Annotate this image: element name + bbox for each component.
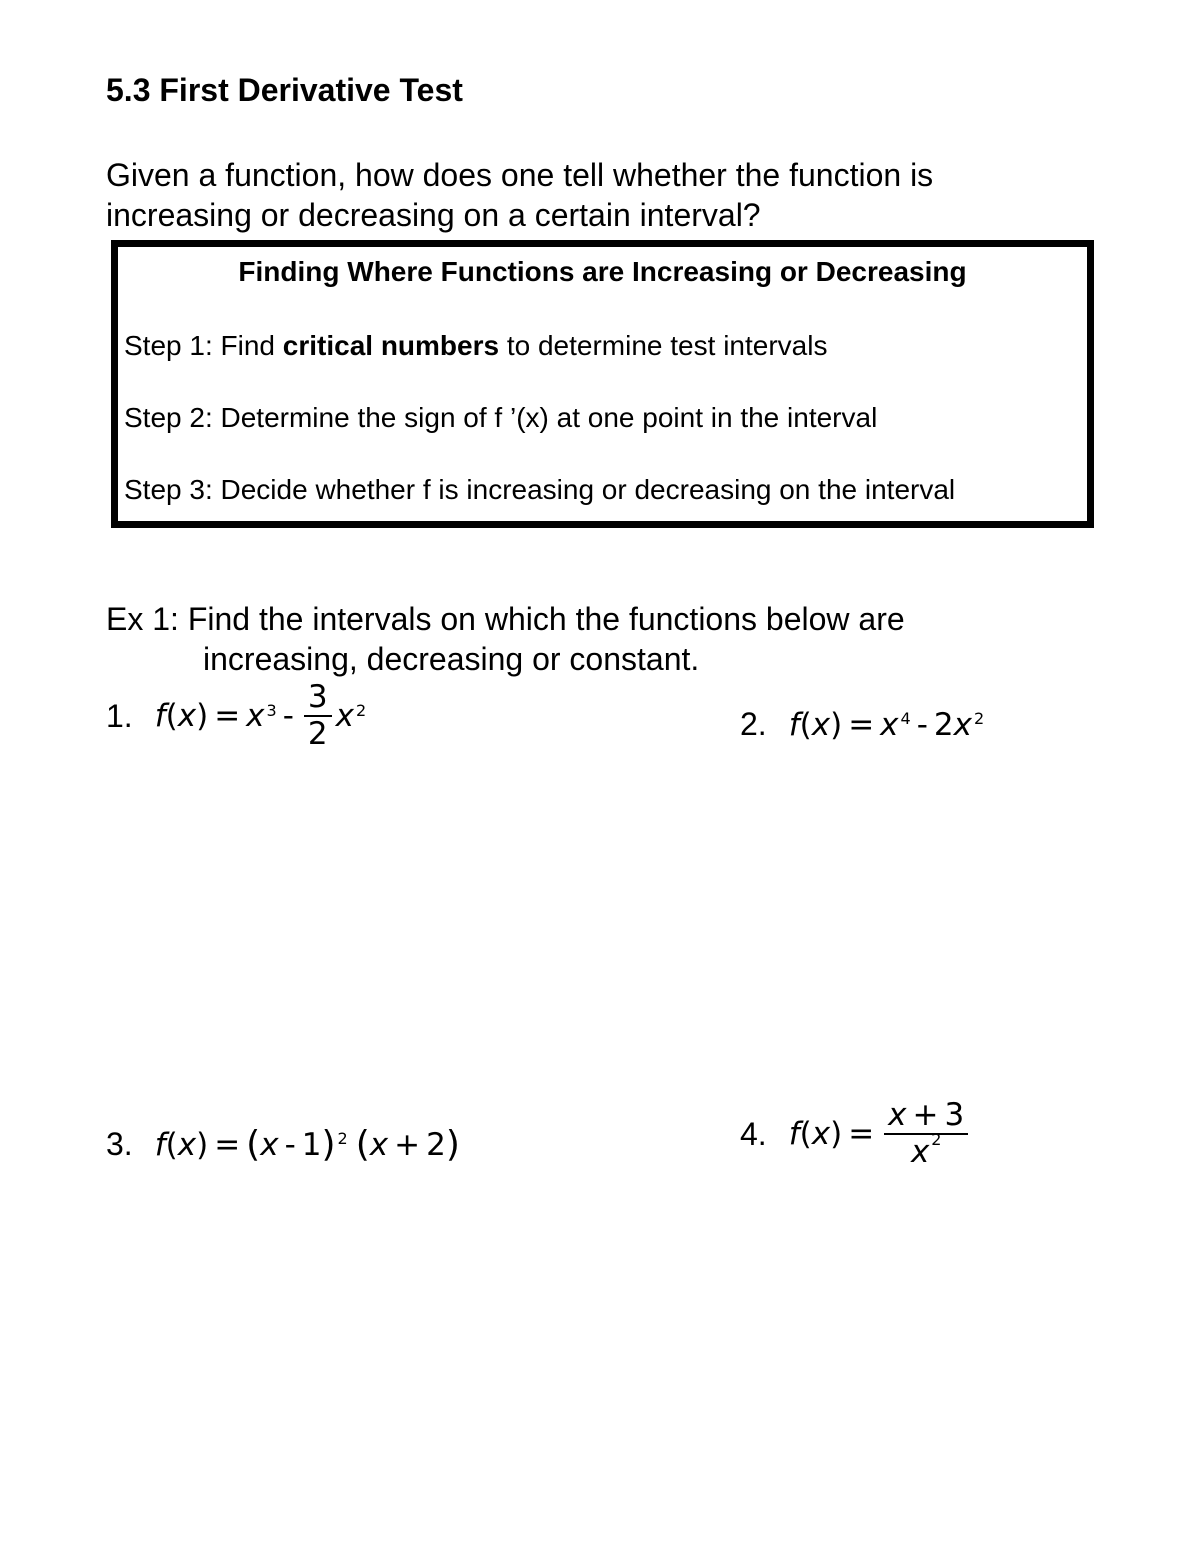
exponent: 2 xyxy=(974,709,985,728)
example-line-1: Ex 1: Find the intervals on which the functions below are xyxy=(106,601,905,637)
procedure-title: Finding Where Functions are Increasing or Decreasing xyxy=(238,256,967,287)
problem-1-equation: f ( x ) = x $^3$ - $\frac{3}{2}$ x $^2$ xyxy=(154,679,367,752)
constant: 1 xyxy=(301,1126,322,1163)
denominator: 2 xyxy=(307,716,328,752)
problem-1 xyxy=(106,679,367,752)
x-symbol: x xyxy=(177,698,197,734)
constant: 3 xyxy=(944,1097,965,1133)
exponent: 4 xyxy=(900,709,911,728)
close-paren: ) xyxy=(321,1124,336,1165)
equals-sign: = xyxy=(214,1126,241,1163)
x-term: x xyxy=(260,1126,279,1163)
procedure-box xyxy=(111,240,1094,528)
f-symbol: f xyxy=(788,1116,800,1152)
x-term: x xyxy=(369,1126,389,1163)
problem-number: 1. xyxy=(106,697,133,734)
fraction xyxy=(884,1097,968,1170)
x-term: x xyxy=(888,1097,907,1133)
exponent: 2 xyxy=(356,700,367,720)
problem-number: 4. xyxy=(740,1115,767,1152)
close-paren: ) xyxy=(445,1124,460,1165)
constant: 2 xyxy=(426,1126,446,1163)
x-term: x xyxy=(953,706,972,743)
intro-line-1: Given a function, how does one tell whether the function is xyxy=(106,157,934,193)
problem-2-equation: f ( x ) = x $^4$ - 2 x $^2$ xyxy=(788,706,985,743)
step-2: Step 2: Determine the sign of f ’(x) at one point in the interval xyxy=(124,402,878,433)
f-symbol: f xyxy=(154,1126,166,1163)
example-line-2: increasing, decreasing or constant. xyxy=(203,641,700,677)
problem-number: 2. xyxy=(740,706,767,742)
numerator: 3 xyxy=(307,679,328,715)
open-paren: ( xyxy=(246,1124,261,1165)
denominator xyxy=(907,1129,946,1170)
fraction xyxy=(304,679,332,752)
minus-sign: - xyxy=(916,706,928,743)
numerator xyxy=(884,1097,968,1133)
f-symbol: f xyxy=(788,706,800,743)
problem-4-equation: f ( x ) = $\frac{x + 3}{x ^2}$ xyxy=(789,1100,973,1168)
exponent: 3 xyxy=(266,700,277,720)
equals-sign: = xyxy=(848,1116,875,1152)
x-symbol: x xyxy=(811,1116,831,1152)
x-symbol: x xyxy=(811,706,831,743)
problem-2 xyxy=(740,706,984,743)
coefficient: 2 xyxy=(933,706,954,743)
problem-3-equation: f ( x ) = ( x - 1 ) $^2$ ( x + 2 ) xyxy=(154,1124,460,1165)
plus-sign: + xyxy=(912,1097,939,1133)
x-term: x xyxy=(910,1134,930,1170)
minus-sign: - xyxy=(284,1126,296,1163)
x-term: x xyxy=(335,698,354,734)
step-3: Step 3: Decide whether f is increasing or decreasing on the interval xyxy=(124,474,956,505)
x-symbol: x xyxy=(177,1126,197,1163)
equals-sign: = xyxy=(848,706,875,743)
problem-4 xyxy=(740,1097,972,1170)
equals-sign: = xyxy=(214,698,241,734)
page-title: 5.3 First Derivative Test xyxy=(106,72,463,108)
exponent: 2 xyxy=(931,1129,942,1149)
step-1-bold: critical numbers xyxy=(282,330,500,361)
open-paren: ( xyxy=(355,1124,370,1165)
x-term: x xyxy=(880,706,899,743)
problem-number: 3. xyxy=(106,1126,133,1162)
plus-sign: + xyxy=(394,1126,421,1163)
example-heading xyxy=(106,599,905,679)
intro-line-2: increasing or decreasing on a certain interval? xyxy=(106,197,761,233)
x-term: x xyxy=(246,698,265,734)
f-symbol: f xyxy=(154,698,166,734)
step-1 xyxy=(124,330,827,362)
exponent: 2 xyxy=(337,1129,348,1148)
problem-3 xyxy=(106,1124,460,1165)
intro-question xyxy=(106,155,933,235)
step-1-suffix: to determine test intervals xyxy=(499,330,828,361)
minus-sign: - xyxy=(282,698,294,734)
step-1-prefix: Step 1: Find xyxy=(124,330,283,361)
